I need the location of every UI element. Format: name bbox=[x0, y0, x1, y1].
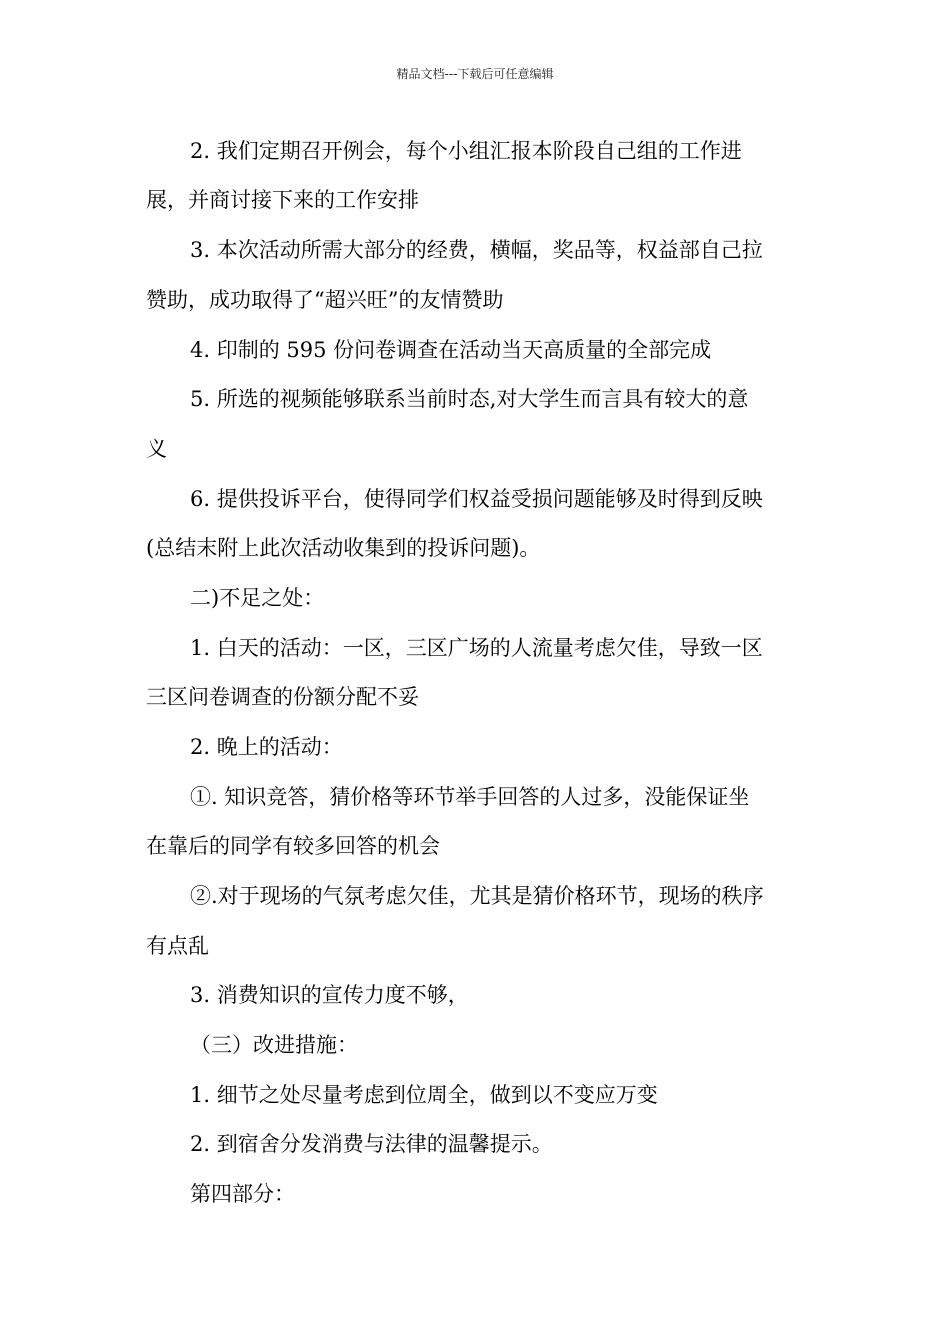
paragraph-line: 2. 我们定期召开例会，每个小组汇报本阶段自己组的工作进 bbox=[190, 139, 742, 163]
paragraph-line: 3. 消费知识的宣传力度不够， bbox=[190, 983, 469, 1007]
paragraph-line: 三区问卷调查的份额分配不妥 bbox=[146, 685, 419, 709]
section-heading: 第四部分： bbox=[190, 1182, 295, 1206]
paragraph-line: ①. 知识竞答，猜价格等环节举手回答的人过多，没能保证坐 bbox=[190, 785, 750, 809]
paragraph-line: (总结末附上此次活动收集到的投诉问题)。 bbox=[146, 536, 541, 560]
paragraph-line: 赞助，成功取得了“超兴旺”的友情赞助 bbox=[146, 288, 504, 312]
page-header: 精品文档---下载后可任意编辑 bbox=[396, 67, 554, 81]
paragraph-line: 1. 细节之处尽量考虑到位周全，做到以不变应万变 bbox=[190, 1083, 658, 1107]
paragraph-line: 1. 白天的活动：一区，三区广场的人流量考虑欠佳，导致一区 bbox=[190, 636, 763, 660]
paragraph-line: ②.对于现场的气氛考虑欠佳，尤其是猜价格环节，现场的秩序 bbox=[190, 884, 764, 908]
paragraph-line: 5. 所选的视频能够联系当前时态,对大学生而言具有较大的意 bbox=[190, 387, 749, 411]
paragraph-line: 6. 提供投诉平台，使得同学们权益受损问题能够及时得到反映 bbox=[190, 487, 763, 511]
section-heading: （三）改进措施： bbox=[190, 1033, 358, 1057]
section-heading: 二)不足之处： bbox=[190, 586, 325, 610]
paragraph-line: 2. 到宿舍分发消费与法律的温馨提示。 bbox=[190, 1132, 553, 1156]
paragraph-line: 3. 本次活动所需大部分的经费，横幅，奖品等，权益部自己拉 bbox=[190, 238, 763, 262]
paragraph-line: 在靠后的同学有较多回答的机会 bbox=[146, 834, 440, 858]
paragraph-line: 展，并商讨接下来的工作安排 bbox=[146, 188, 419, 212]
paragraph-line: 4. 印制的 595 份问卷调查在活动当天高质量的全部完成 bbox=[190, 338, 712, 362]
paragraph-line: 义 bbox=[146, 437, 167, 461]
paragraph-line: 2. 晚上的活动： bbox=[190, 735, 343, 759]
paragraph-line: 有点乱 bbox=[146, 934, 209, 958]
